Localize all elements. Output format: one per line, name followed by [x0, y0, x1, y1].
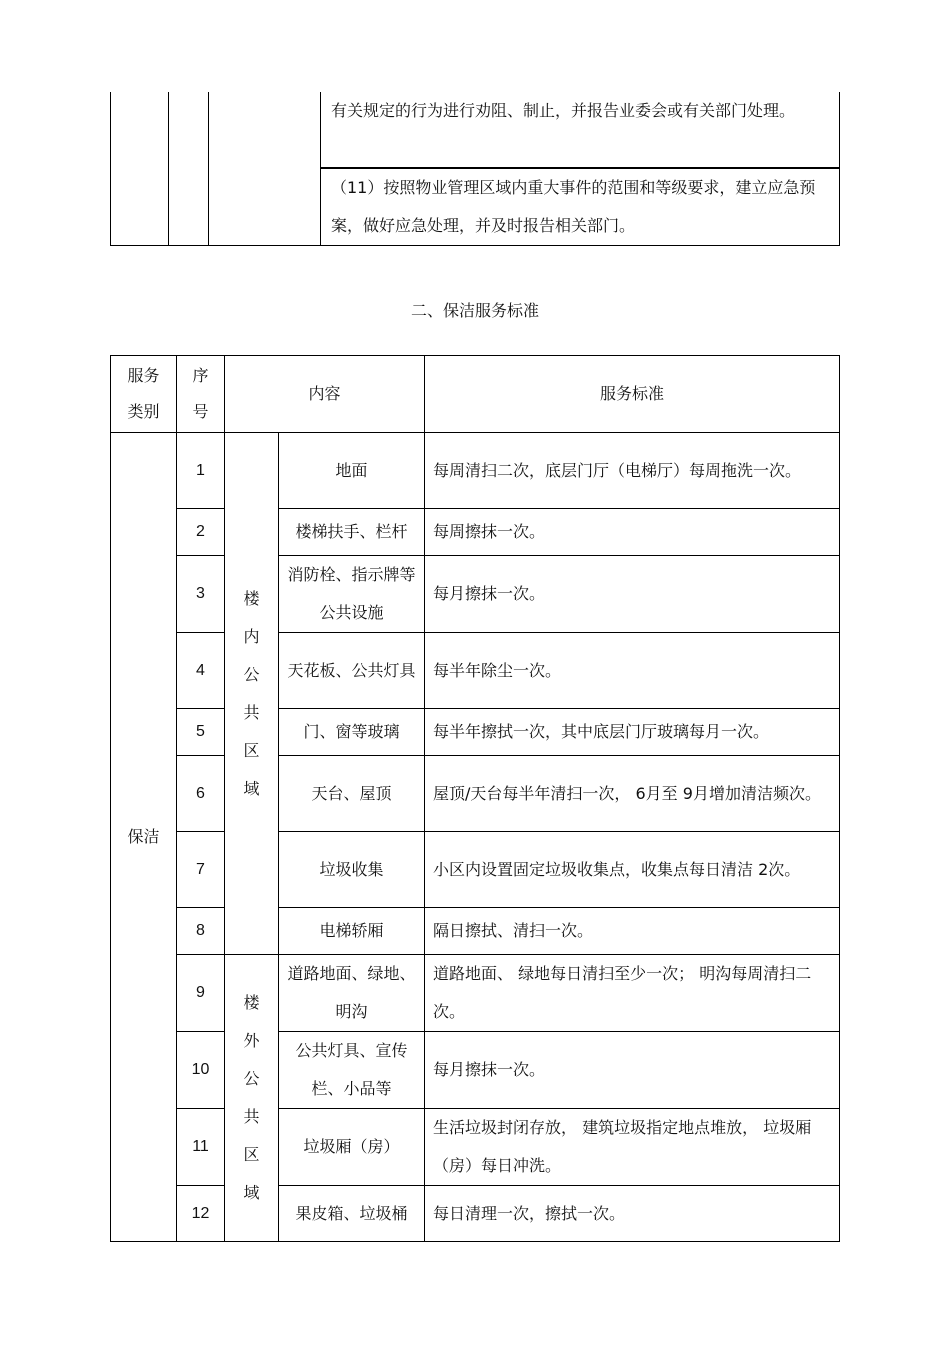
row-number: 10	[177, 1032, 225, 1109]
row-number: 3	[177, 556, 225, 633]
standard-cell: 每周擦抹一次。	[425, 509, 840, 556]
standard-cell: 每周清扫二次，底层门厅（电梯厅）每周拖洗一次。	[425, 433, 840, 509]
header-standard: 服务标准	[425, 356, 840, 433]
group-outdoor: 楼外公共区域	[225, 955, 279, 1242]
table-row	[111, 955, 840, 1032]
row-number: 2	[177, 509, 225, 556]
standard-cell: 隔日擦拭、清扫一次。	[425, 908, 840, 955]
group-indoor: 楼内公共区域	[225, 433, 279, 955]
row-number: 7	[177, 832, 225, 908]
standard-cell: 小区内设置固定垃圾收集点，收集点每日清洁 2次。	[425, 832, 840, 908]
item-cell: 公共灯具、宣传栏、小品等	[279, 1032, 425, 1109]
standard-cell: 每月擦抹一次。	[425, 556, 840, 633]
cleaning-standards-table	[110, 355, 840, 1242]
item-cell: 地面	[279, 433, 425, 509]
section-title: 二、保洁服务标准	[410, 301, 539, 320]
table-row	[111, 433, 840, 509]
row-number: 1	[177, 433, 225, 509]
standard-cell: 道路地面、 绿地每日清扫至少一次； 明沟每周清扫二次。	[425, 955, 840, 1032]
standard-cell: 每半年除尘一次。	[425, 633, 840, 709]
row-number: 11	[177, 1109, 225, 1186]
standard-cell: 屋顶/天台每半年清扫一次， 6月至 9月增加清洁频次。	[425, 756, 840, 832]
item-cell: 果皮箱、垃圾桶	[279, 1186, 425, 1242]
row-number: 4	[177, 633, 225, 709]
standard-text: （11）按照物业管理区域内重大事件的范围和等级要求，建立应急预案，做好应急处理，并及时报告相关部门。	[321, 168, 840, 246]
table-row	[111, 92, 840, 168]
table-row	[111, 633, 840, 709]
empty-cell	[209, 92, 321, 246]
item-cell: 垃圾收集	[279, 832, 425, 908]
standard-cell: 每半年擦拭一次，其中底层门厅玻璃每月一次。	[425, 709, 840, 756]
item-cell: 消防栓、指示牌等公共设施	[279, 556, 425, 633]
table-row	[111, 709, 840, 756]
table-row	[111, 509, 840, 556]
table-row	[111, 832, 840, 908]
empty-cell	[111, 92, 169, 246]
row-number: 12	[177, 1186, 225, 1242]
item-cell: 天台、屋顶	[279, 756, 425, 832]
table-row	[111, 556, 840, 633]
empty-cell	[169, 92, 209, 246]
table-row	[111, 756, 840, 832]
standard-cell: 每日清理一次，擦拭一次。	[425, 1186, 840, 1242]
item-cell: 天花板、公共灯具	[279, 633, 425, 709]
row-number: 6	[177, 756, 225, 832]
header-category: 服务类别	[111, 356, 177, 433]
item-cell: 门、窗等玻璃	[279, 709, 425, 756]
standard-text: 有关规定的行为进行劝阻、制止，并报告业委会或有关部门处理。	[321, 92, 840, 168]
table-row	[111, 1109, 840, 1186]
table-row	[111, 1186, 840, 1242]
table-row	[111, 908, 840, 955]
header-seq: 序号	[177, 356, 225, 433]
table-row	[111, 1032, 840, 1109]
header-row	[111, 356, 840, 433]
item-cell: 楼梯扶手、栏杆	[279, 509, 425, 556]
category-cell: 保洁	[111, 433, 177, 1242]
row-number: 5	[177, 709, 225, 756]
standard-cell: 每月擦抹一次。	[425, 1032, 840, 1109]
previous-standards-table	[110, 92, 840, 246]
header-content: 内容	[225, 356, 425, 433]
row-number: 9	[177, 955, 225, 1032]
item-cell: 道路地面、绿地、明沟	[279, 955, 425, 1032]
item-cell: 电梯轿厢	[279, 908, 425, 955]
item-cell: 垃圾厢（房）	[279, 1109, 425, 1186]
standard-cell: 生活垃圾封闭存放， 建筑垃圾指定地点堆放， 垃圾厢（房）每日冲洗。	[425, 1109, 840, 1186]
row-number: 8	[177, 908, 225, 955]
